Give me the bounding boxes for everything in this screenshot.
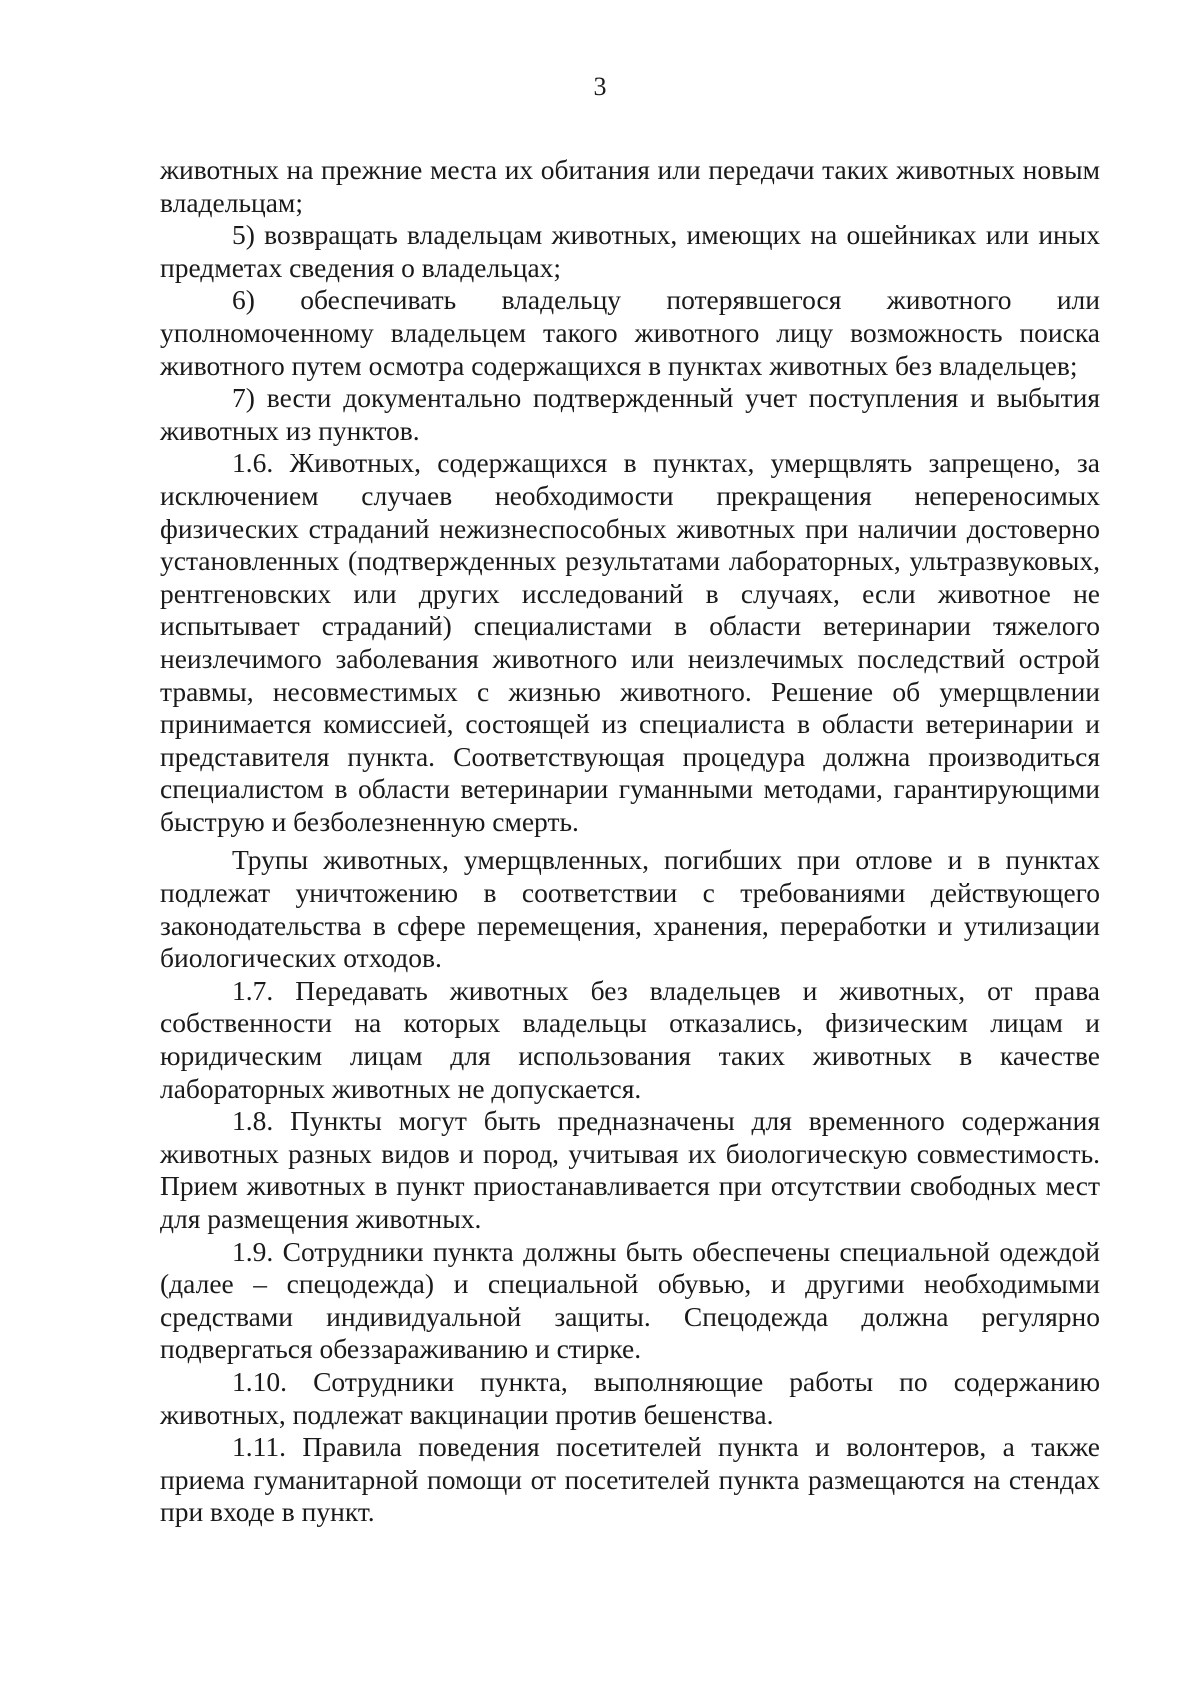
document-body [160, 154, 1100, 1529]
paragraph-clause-1-6-remains: Трупы животных, умерщвленных, погибших при отлове и в пунктах подлежат уничтожению в соответствии с требованиями действующего законодательства в сфере перемещения, хранения, переработки и утилизации биологических отходов. [160, 844, 1100, 974]
paragraph-item-5: 5) возвращать владельцам животных, имеющих на ошейниках или иных предметах сведения о владельцах; [160, 219, 1100, 283]
paragraph-continuation: животных на прежние места их обитания или передачи таких животных новым владельцам; [160, 154, 1100, 218]
paragraph-clause-1-11: 1.11. Правила поведения посетителей пункта и волонтеров, а также приема гуманитарной помощи от посетителей пункта размещаются на стендах при входе в пункт. [160, 1431, 1100, 1528]
paragraph-clause-1-6: 1.6. Животных, содержащихся в пунктах, умерщвлять запрещено, за исключением случаев необходимости прекращения непереносимых физических страданий нежизнеспособных животных при наличии достоверно установленных (подтвержденных результатами лабораторных, ультразвуковых, рентгеновских или других исследований в случаях, если животное не испытывает страданий) специалистами в области ветеринарии тяжелого неизлечимого заболевания животного или неизлечимых последствий острой травмы, несовместимых с жизнью животного. Решение об умерщвлении принимается комиссией, состоящей из специалиста в области ветеринарии и представителя пункта. Соответствующая процедура должна производиться специалистом в области ветеринарии гуманными методами, гарантирующими быструю и безболезненную смерть. [160, 447, 1100, 837]
paragraph-clause-1-9: 1.9. Сотрудники пункта должны быть обеспечены специальной одеждой (далее – спецодежда) и специальной обувью, и другими необходимыми средствами индивидуальной защиты. Спецодежда должна регулярно подвергаться обеззараживанию и стирке. [160, 1235, 1100, 1365]
page-number: 3 [593, 72, 607, 101]
paragraph-clause-1-10: 1.10. Сотрудники пункта, выполняющие работы по содержанию животных, подлежат вакцинации против бешенства. [160, 1365, 1100, 1430]
paragraph-clause-1-7: 1.7. Передавать животных без владельцев и животных, от права собственности на которых владельцы отказались, физическим лицам и юридическим лицам для использования таких животных в качестве лабораторных животных не допускается. [160, 974, 1100, 1104]
paragraph-item-7: 7) вести документально подтвержденный учет поступления и выбытия животных из пунктов. [160, 382, 1100, 446]
paragraph-clause-1-8: 1.8. Пункты могут быть предназначены для временного содержания животных разных видов и пород, учитывая их биологическую совместимость. Прием животных в пункт приостанавливается при отсутствии свободных мест для размещения животных. [160, 1105, 1100, 1234]
paragraph-item-6: 6) обеспечивать владельцу потерявшегося животного или уполномоченному владельцем такого животного лицу возможность поиска животного путем осмотра содержащихся в пунктах животных без владельцев; [160, 284, 1100, 381]
